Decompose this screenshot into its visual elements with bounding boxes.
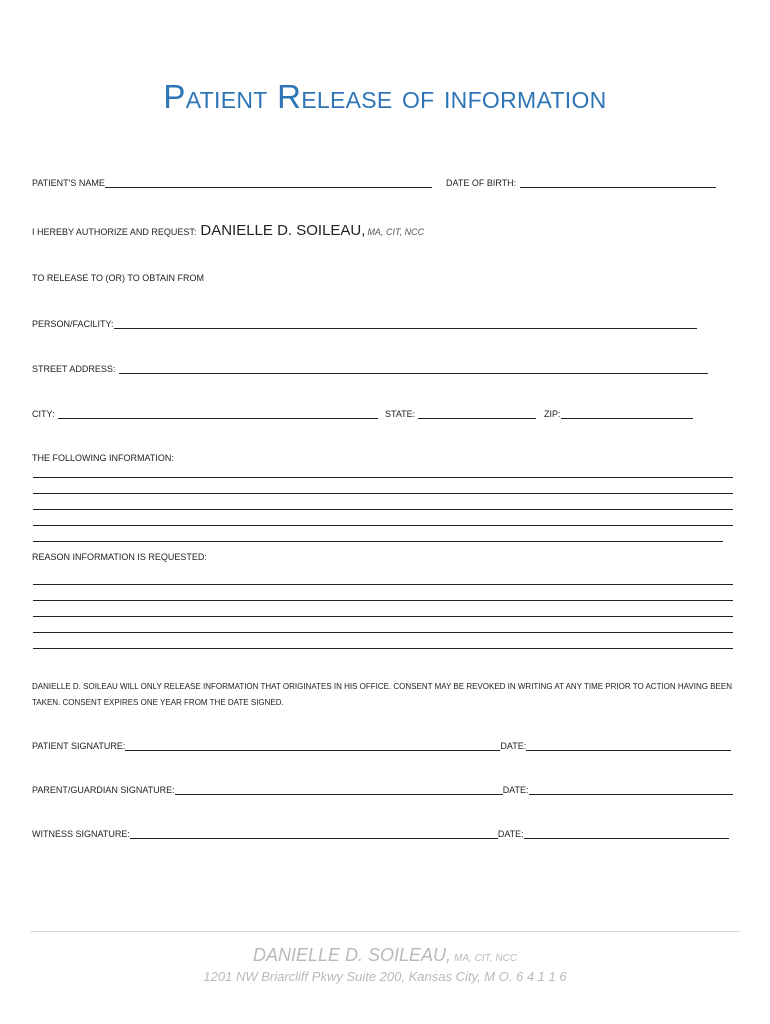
parent-signature-field[interactable] [175,784,503,795]
consent-notice: DANIELLE D. SOILEAU WILL ONLY RELEASE INFORMATION THAT ORIGINATES IN HIS OFFICE. CONSENT MAY BE REVOKED IN WRITING AT ANY TIME PRIOR TO ACTION HAVING BEEN TAKEN. CONSENT EXPIRES ONE YEAR FROM THE DATE SIGNED. [32,682,732,707]
following-info-line[interactable] [33,541,723,542]
parent-date-label: DATE: [502,785,529,795]
dob-field[interactable] [520,177,716,188]
patient-date-label: DATE: [500,741,527,751]
authorize-row [32,222,424,239]
parent-date-field[interactable] [529,784,733,795]
witness-date-field[interactable] [524,828,729,839]
person-facility-row [32,318,697,329]
city-label: CITY: [32,409,55,419]
authorize-label: I HEREBY AUTHORIZE AND REQUEST: [32,227,197,237]
patient-name-row [32,177,432,188]
witness-signature-label: WITNESS SIGNATURE: [32,829,130,839]
dob-label: DATE OF BIRTH: [446,178,517,188]
release-row [32,273,204,283]
reason-line[interactable] [33,648,733,649]
reason-line[interactable] [33,632,733,633]
patient-signature-field[interactable] [125,740,500,751]
patient-date-field[interactable] [526,740,731,751]
following-info-line[interactable] [33,477,733,478]
patient-signature-row [32,740,731,751]
street-label: STREET ADDRESS: [32,364,116,374]
state-label: STATE: [385,409,416,419]
city-field[interactable] [58,408,378,419]
release-label: TO RELEASE TO (OR) TO OBTAIN FROM [32,273,205,283]
state-row [385,408,536,419]
parent-signature-row [32,784,733,795]
witness-date-label: DATE: [497,829,524,839]
person-facility-label: PERSON/FACILITY: [32,319,114,329]
street-row [32,363,708,374]
dob-row [446,177,716,188]
reason-line[interactable] [33,600,733,601]
witness-signature-row [32,828,729,839]
parent-signature-label: PARENT/GUARDIAN SIGNATURE: [32,785,175,795]
street-field[interactable] [119,363,708,374]
city-row [32,408,378,419]
footer-address: 1201 NW Briarcliff Pkwy Suite 200, Kansas City, M O. 6 4 1 1 6 [203,969,567,984]
patient-name-field[interactable] [105,177,432,188]
state-field[interactable] [418,408,536,419]
reason-line[interactable] [33,584,733,585]
footer-divider [30,931,740,932]
footer-provider-name: DANIELLE D. SOILEAU, [252,945,452,965]
person-facility-field[interactable] [114,318,697,329]
reason-label: REASON INFORMATION IS REQUESTED: [32,552,207,562]
zip-row [544,408,693,419]
following-info-line[interactable] [33,509,733,510]
footer-provider [0,945,770,966]
following-info-line[interactable] [33,525,733,526]
witness-signature-field[interactable] [130,828,498,839]
patient-signature-label: PATIENT SIGNATURE: [32,741,126,751]
reason-row [32,552,207,562]
footer-provider-credentials: MA, CIT, NCC [454,953,518,964]
reason-line[interactable] [33,616,733,617]
provider-name: DANIELLE D. SOILEAU, [200,222,366,239]
patient-name-label: PATIENT'S NAME [32,178,105,188]
provider-credentials: MA, CIT, NCC [367,227,425,237]
following-info-label: THE FOLLOWING INFORMATION: [32,453,174,463]
following-info-line[interactable] [33,493,733,494]
form-title: Patient Release of information [163,78,607,115]
zip-field[interactable] [561,408,693,419]
following-info-row [32,453,174,463]
zip-label: ZIP: [544,409,561,419]
